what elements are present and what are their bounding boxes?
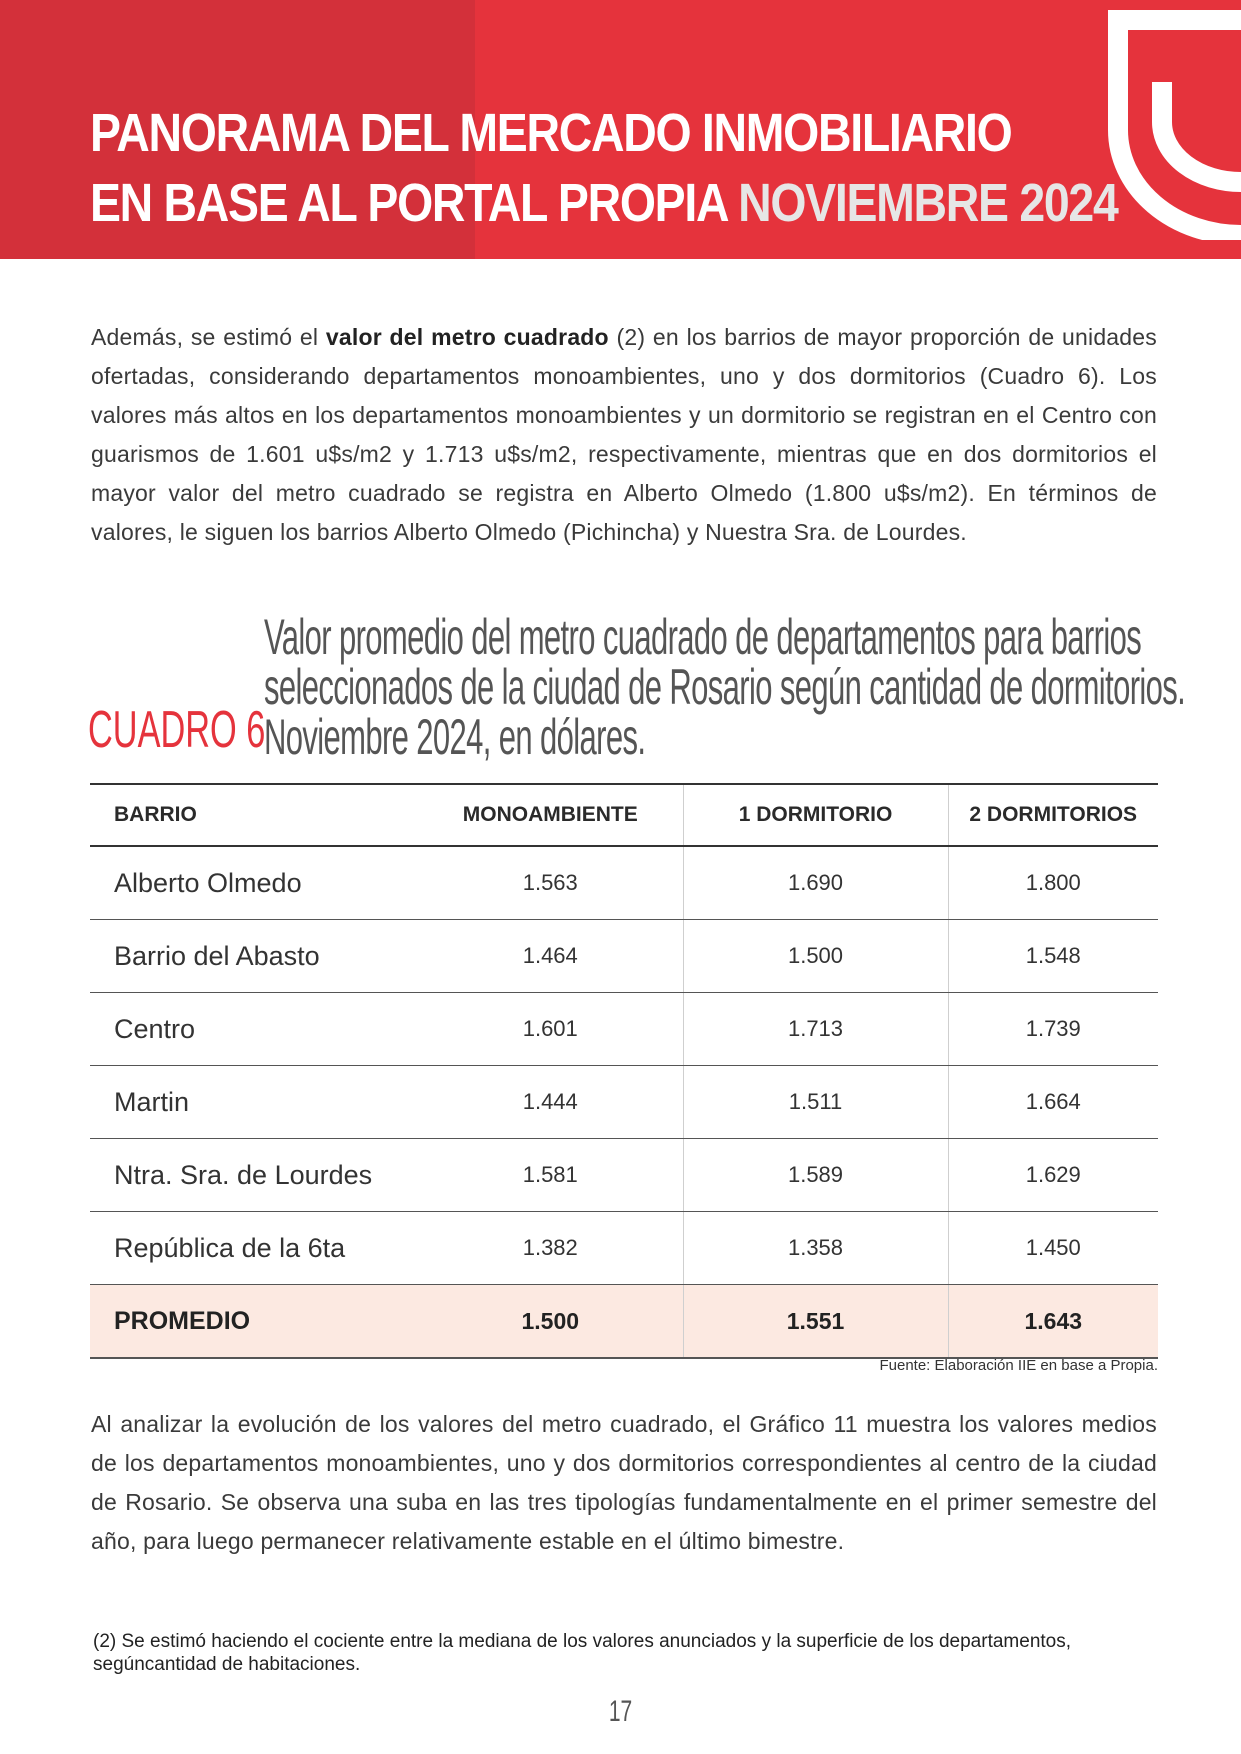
table-row [90,846,1158,920]
value-cell: 1.629 [948,1139,1158,1212]
table-source-note: Fuente: Elaboración IIE en base a Propia. [879,1357,1158,1374]
table-row [90,1212,1158,1285]
average-row [90,1285,1158,1359]
value-cell: 1.450 [948,1212,1158,1285]
caption-line2: seleccionados de la ciudad de Rosario según cantidad de dormitorios. [264,659,1186,715]
average-value: 1.551 [683,1285,948,1359]
value-cell: 1.563 [418,846,683,920]
table-row [90,993,1158,1066]
u-shape-logo-icon [1100,0,1241,240]
value-cell: 1.800 [948,846,1158,920]
intro-bold-term: valor del metro cuadrado [325,324,609,350]
value-cell: 1.382 [418,1212,683,1285]
value-cell: 1.511 [683,1066,948,1139]
analysis-paragraph: Al analizar la evolución de los valores del metro cuadrado, el Gráfico 11 muestra los valores medios de los departamentos monoambientes, uno y dos dormitorios correspondientes al centro de la ciudad de Rosario. Se observa una suba en las tres tipologías fundamentalmente en el primer semestre del año, para luego permanecer relativamente estable en el último bimestre. [91,1411,1157,1554]
intro-text-part1: Además, se estimó el [91,324,326,350]
neighborhood-cell: Alberto Olmedo [90,846,418,920]
table-number-label: CUADRO 6 [88,701,266,759]
value-cell: 1.713 [683,993,948,1066]
intro-text-part2: (2) en los barrios de mayor proporción de unidades ofertadas, considerando departamentos monoambientes, uno y dos dormitorios (Cuadro 6). Los valores más altos en los departamentos monoambientes y un dormitorio se registran en el Centro con guarismos de 1.601 u$s/m2 y 1.713 u$s/m2, respectivamente, mientras que en dos dormitorios el mayor valor del metro cuadrado se registra en Alberto Olmedo (1.800 u$s/m2). En términos de valores, le siguen los barrios Alberto Olmedo (Pichincha) y Nuestra Sra. de Lourdes. [91,324,1157,545]
report-title-line2: EN BASE AL PORTAL PROPIA [90,173,727,233]
value-cell: 1.444 [418,1066,683,1139]
table-header-row [90,784,1158,846]
footnote: (2) Se estimó haciendo el cociente entre la mediana de los valores anunciados y la superficie de los departamentos, segúncantidad de habitaciones. [93,1631,1072,1675]
table-row [90,1066,1158,1139]
report-title [90,98,1118,238]
report-title-line1: PANORAMA DEL MERCADO INMOBILIARIO [90,103,1012,163]
neighborhood-cell: República de la 6ta [90,1212,418,1285]
value-cell: 1.589 [683,1139,948,1212]
average-value: 1.500 [418,1285,683,1359]
neighborhood-cell: Barrio del Abasto [90,920,418,993]
header-banner [0,0,1241,259]
average-value: 1.643 [948,1285,1158,1359]
caption-line3: Noviembre 2024, en dólares. [264,709,646,765]
column-header: 1 DORMITORIO [683,784,948,846]
value-cell: 1.358 [683,1212,948,1285]
page-number: 17 [608,1695,633,1728]
value-cell: 1.739 [948,993,1158,1066]
table-row [90,920,1158,993]
column-header: 2 DORMITORIOS [948,784,1158,846]
value-cell: 1.581 [418,1139,683,1212]
value-cell: 1.548 [948,920,1158,993]
neighborhood-cell: Martin [90,1066,418,1139]
neighborhood-cell: Centro [90,993,418,1066]
table-row [90,1139,1158,1212]
price-per-m2-table [90,783,1158,1359]
value-cell: 1.664 [948,1066,1158,1139]
neighborhood-cell: Ntra. Sra. de Lourdes [90,1139,418,1212]
value-cell: 1.601 [418,993,683,1066]
average-label: PROMEDIO [90,1285,418,1359]
value-cell: 1.464 [418,920,683,993]
value-cell: 1.690 [683,846,948,920]
column-header: MONOAMBIENTE [418,784,683,846]
value-cell: 1.500 [683,920,948,993]
report-title-date: NOVIEMBRE 2024 [738,173,1118,233]
column-header: BARRIO [90,784,418,846]
caption-line1: Valor promedio del metro cuadrado de departamentos para barrios [264,609,1142,665]
intro-paragraph [91,318,1157,552]
table-caption-title [264,609,1186,765]
